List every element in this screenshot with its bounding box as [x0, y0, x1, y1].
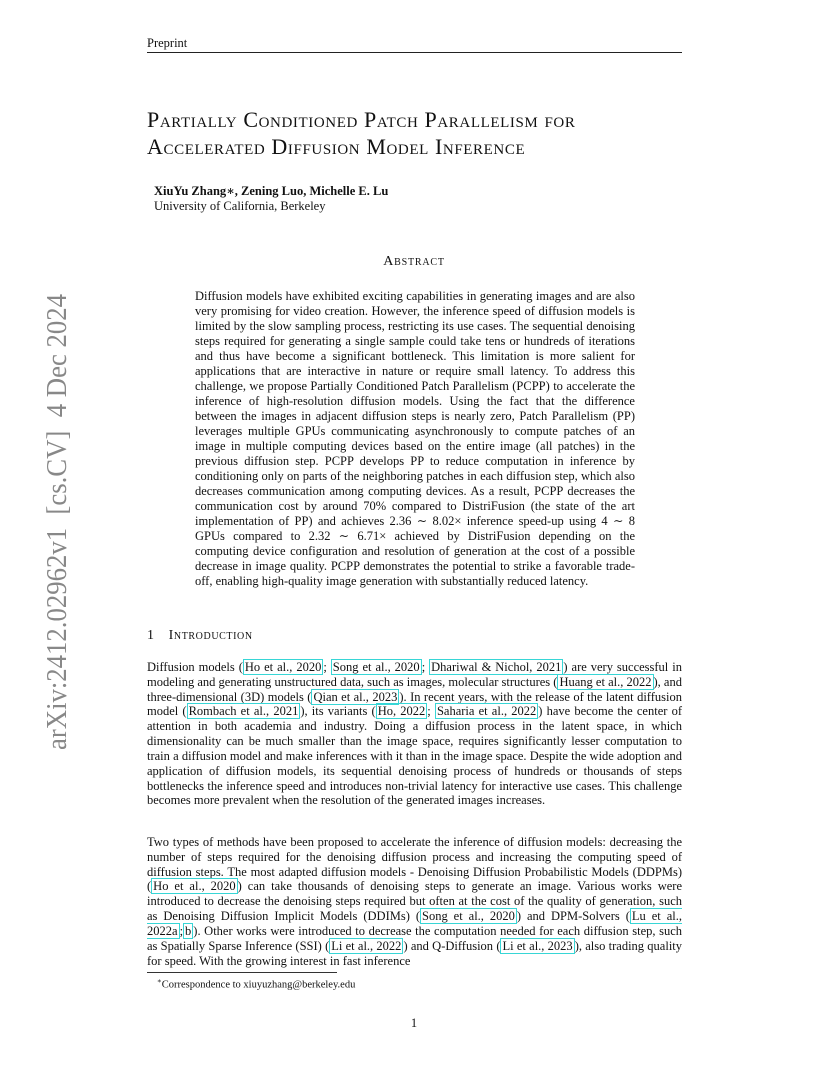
citation-link[interactable]: Dhariwal & Nichol, 2021 — [431, 660, 562, 674]
paragraph-text: Diffusion models ( — [147, 660, 243, 674]
author-list: XiuYu Zhang∗, Zening Luo, Michelle E. Lu — [154, 184, 389, 198]
abstract-body: Diffusion models have exhibited exciting capabilities in generating images and are also very promising for video creation. However, the inference speed of diffusion models is limited by the slow sampling process, restricting its use cases. The sequential denoising steps required for generating a single sample could take tens or hundreds of iterations and thus have become a significant bottleneck. This limitation is more salient for applications that are interactive in nature or require small latency. To address this challenge, we propose Partially Conditioned Patch Parallelism (PCPP) to accelerate the inference of high-resolution diffusion models. Using the fact that the difference between the images in adjacent diffusion steps is nearly zero, Patch Parallelism (PP) leverages multiple GPUs communicating asynchronously to compute patches of an image in multiple computing devices based on the entire image (all patches) in the previous diffusion step. PCPP develops PP to reduce computation in inference by conditioning only on parts of the neighboring patches in each diffusion step, which also decreases communication among computing devices. As a result, PCPP decreases the communication cost by around 70% compared to DistriFusion (the state of the art implementation of PP) and achieves 2.36 ∼ 8.02× inference speed-up using 4 ∼ 8 GPUs compared to 2.32 ∼ 6.71× achieved by DistriFusion depending on the computing device configuration and resolution of generation at the cost of a possible decrease in image quality. PCPP demonstrates the potential to strike a favorable trade-off, enabling high-quality image generation with substantially reduced latency. — [195, 289, 635, 588]
citation-link[interactable]: Huang et al., 2022 — [559, 674, 652, 689]
citation-link[interactable]: b — [185, 923, 192, 938]
paragraph-text: Two types of methods have been proposed to accelerate the inference of diffusion models: decreasing the number of steps required for the denoising diffusion process and increasing the computing speed of diffusion steps. The most adapted diffusion models - Denoising Diffusion Probabilistic Models (DDPMs) ( — [147, 835, 682, 894]
citation-link[interactable]: Lu et al., 2022a — [147, 909, 682, 938]
paragraph-text: ; — [179, 923, 184, 938]
arxiv-stamp-text: arXiv:2412.02962v1 [cs.CV] 4 Dec 2024 — [42, 263, 73, 750]
paragraph-text: ; — [427, 704, 435, 719]
arxiv-identifier-stamp — [36, 263, 74, 750]
footnote-mark: ∗ — [157, 977, 162, 985]
page-number: 1 — [410, 1016, 418, 1030]
paragraph-text: ), also trading quality for speed. With the growing interest in fast inference — [147, 938, 683, 968]
footnote-rule — [147, 972, 337, 973]
title-line: Partially Conditioned Patch Parallelism for — [147, 107, 576, 132]
title-line: Accelerated Diffusion Model Inference — [147, 134, 526, 159]
intro-paragraph — [147, 835, 682, 968]
paragraph-text: ) can take thousands of denoising steps to generate an image. Various works were introduced to decrease the denoising steps required but often at the cost of the quality of generation, such as Denoising Diffusion Implicit Models (DDIMs) ( — [147, 879, 682, 924]
citation-link[interactable]: Ho et al., 2020 — [153, 879, 236, 894]
citation-link[interactable]: Li et al., 2022 — [331, 938, 402, 953]
footnote-text: Correspondence to xiuyuzhang@berkeley.edu — [161, 979, 356, 991]
citation-link[interactable]: Ho, 2022 — [377, 704, 426, 719]
section-title: Introduction — [168, 628, 253, 643]
paragraph-text: ) and DPM-Solvers ( — [516, 909, 630, 924]
paragraph-text: ), and three-dimensional (3D) models ( — [147, 674, 682, 704]
citation-link[interactable]: Saharia et al., 2022 — [436, 704, 537, 719]
header-rule — [147, 52, 682, 53]
citation-link[interactable]: Rombach et al., 2021 — [188, 704, 299, 719]
section-heading — [147, 628, 253, 644]
author-affiliation: University of California, Berkeley — [154, 199, 326, 213]
paragraph-text: ; — [323, 660, 331, 674]
paragraph-text: ; — [421, 660, 430, 674]
citation-link[interactable]: Qian et al., 2023 — [313, 689, 398, 704]
intro-paragraph — [147, 660, 682, 808]
paragraph-text: ) and Q-Diffusion ( — [403, 938, 501, 953]
citation-link[interactable]: Song et al., 2020 — [332, 660, 420, 674]
running-header: Preprint — [147, 36, 188, 50]
abstract-heading: Abstract — [383, 254, 445, 269]
paragraph-text: ) are very successful in modeling and generating unstructured data, such as images, molecular structures ( — [147, 660, 682, 689]
citation-link[interactable]: Li et al., 2023 — [502, 938, 573, 953]
paragraph-text: ), its variants ( — [300, 704, 376, 719]
paragraph-text: ). In recent years, with the release of the latent diffusion model ( — [147, 689, 682, 719]
footnote — [157, 977, 355, 991]
paragraph-text: ). Other works were introduced to decrease the computation needed for each diffusion step, such as Spatially Sparse Inference (SSI) ( — [147, 923, 682, 953]
paper-title — [147, 106, 707, 160]
paragraph-text: ) have become the center of attention in both academia and industry. Doing a diffusion process in the latent space, in which dimensionality can be much smaller than the image space, requires significantly lesser computation to train a diffusion model and make inferences with it than in the image space. Despite the wide adoption and application of diffusion models, its sequential denoising process of hundreds or thousands of steps bottlenecks the inference speed and introduces non-trivial latency for interactive use cases. This challenge becomes more prevalent when the resolution of the generated images increases. — [147, 704, 682, 808]
citation-link[interactable]: Ho et al., 2020 — [244, 660, 322, 674]
citation-link[interactable]: Song et al., 2020 — [422, 909, 515, 924]
section-number: 1 — [147, 628, 155, 643]
